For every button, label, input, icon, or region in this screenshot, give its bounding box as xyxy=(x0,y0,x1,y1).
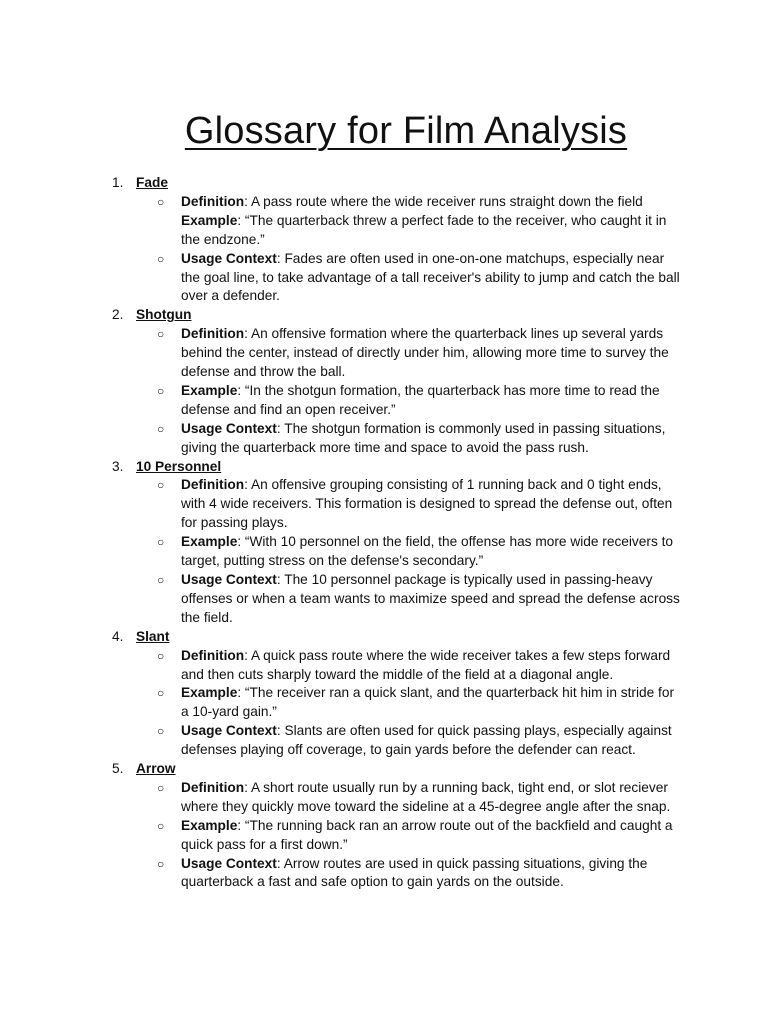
detail-label: Usage Context xyxy=(181,571,277,587)
detail-label: Usage Context xyxy=(181,250,277,266)
detail-label: Usage Context xyxy=(181,420,277,436)
detail-label: Example xyxy=(181,212,238,228)
detail-text: : “In the shotgun formation, the quarterback has more time to read the defense and find an open receiver.” xyxy=(181,382,660,417)
glossary-term xyxy=(0,458,768,628)
bullet-circle-icon: ○ xyxy=(157,648,165,663)
term-detail xyxy=(0,193,681,250)
term-detail xyxy=(0,647,681,685)
term-detail xyxy=(0,817,681,855)
bullet-circle-icon: ○ xyxy=(157,686,165,701)
term-heading xyxy=(0,306,768,325)
detail-text: : An offensive grouping consisting of 1 running back and 0 tight ends, with 4 wide receivers. This formation is designed to spread the defense out, often for passing plays. xyxy=(181,477,673,531)
detail-label: Definition xyxy=(181,326,245,342)
detail-label: Example xyxy=(181,685,238,701)
detail-text: : Arrow routes are used in quick passing situations, giving the quarterback a fast and safe option to gain yards on the outside. xyxy=(181,855,648,890)
detail-label: Definition xyxy=(181,779,245,795)
term-detail xyxy=(0,855,681,893)
bullet-circle-icon: ○ xyxy=(157,421,165,436)
bullet-circle-icon: ○ xyxy=(157,818,165,833)
bullet-circle-icon: ○ xyxy=(157,780,165,795)
detail-text: : “The receiver ran a quick slant, and the quarterback hit him in stride for a 10-yard gain.” xyxy=(181,685,674,720)
term-name: Shotgun xyxy=(136,307,192,323)
term-detail xyxy=(0,476,681,533)
detail-label: Example xyxy=(181,817,238,833)
detail-text: : The shotgun formation is commonly used in passing situations, giving the quarterback more time and space to avoid the pass rush. xyxy=(181,420,666,455)
term-detail xyxy=(0,571,681,628)
term-details xyxy=(0,779,768,892)
detail-text: : “With 10 personnel on the field, the offense has more wide receivers to target, putting stress on the defense's secondary.” xyxy=(181,534,674,569)
term-heading xyxy=(0,458,768,477)
glossary-term xyxy=(0,306,768,457)
detail-text: : A quick pass route where the wide receiver takes a few steps forward and then cuts sharply toward the middle of the field at a diagonal angle. xyxy=(181,647,671,682)
detail-label: Definition xyxy=(181,193,245,209)
bullet-circle-icon: ○ xyxy=(157,251,165,266)
term-details xyxy=(0,325,768,457)
term-number: 2. xyxy=(112,307,124,323)
bullet-circle-icon: ○ xyxy=(157,572,165,587)
detail-text: : A short route usually run by a running back, tight end, or slot reciever where they quickly move toward the sideline at a 45-degree angle after the snap. xyxy=(181,779,671,814)
detail-label: Usage Context xyxy=(181,723,277,739)
bullet-circle-icon: ○ xyxy=(157,383,165,398)
glossary-term xyxy=(0,760,768,892)
term-name: Fade xyxy=(136,175,168,190)
detail-text: : “The quarterback threw a perfect fade to the receiver, who caught it in the endzone.” xyxy=(181,212,667,247)
detail-text: : Slants are often used for quick passing plays, especially against defenses playing off coverage, to gain yards before the defender can react. xyxy=(181,723,672,758)
detail-label: Definition xyxy=(181,647,245,663)
term-detail xyxy=(0,420,681,458)
glossary-term xyxy=(0,628,768,760)
term-number: 4. xyxy=(112,628,124,644)
term-detail xyxy=(0,779,681,817)
bullet-circle-icon: ○ xyxy=(157,478,165,493)
term-detail xyxy=(0,533,681,571)
term-detail xyxy=(0,325,681,382)
term-number: 1. xyxy=(112,175,124,190)
detail-label: Usage Context xyxy=(181,855,277,871)
detail-text: : Fades are often used in one-on-one matchups, especially near the goal line, to take advantage of a tall receiver's ability to jump and catch the ball over a defender. xyxy=(181,250,680,304)
term-number: 5. xyxy=(112,761,124,777)
term-name: Slant xyxy=(136,628,170,644)
term-details xyxy=(0,476,768,627)
detail-text: : A pass route where the wide receiver runs straight down the field xyxy=(244,193,643,209)
glossary-list xyxy=(0,174,768,892)
term-detail xyxy=(0,684,681,722)
detail-label: Definition xyxy=(181,477,245,493)
detail-label: Example xyxy=(181,382,238,398)
term-detail xyxy=(0,382,681,420)
term-detail xyxy=(0,722,681,760)
glossary-term xyxy=(0,174,768,306)
term-detail xyxy=(0,250,681,307)
bullet-circle-icon: ○ xyxy=(157,856,165,871)
bullet-circle-icon: ○ xyxy=(157,724,165,739)
page-title: Glossary for Film Analysis xyxy=(184,110,628,152)
term-name: Arrow xyxy=(136,761,176,777)
term-details xyxy=(0,193,768,306)
bullet-circle-icon: ○ xyxy=(157,327,165,342)
detail-text: : The 10 personnel package is typically used in passing-heavy offenses or when a team wants to maximize speed and spread the defense across the field. xyxy=(181,571,680,625)
detail-label: Example xyxy=(181,534,238,550)
term-details xyxy=(0,647,768,760)
bullet-circle-icon: ○ xyxy=(157,535,165,550)
detail-text: : “The running back ran an arrow route out of the backfield and caught a quick pass for a first down.” xyxy=(181,817,673,852)
bullet-circle-icon: ○ xyxy=(157,194,165,209)
detail-text: : An offensive formation where the quarterback lines up several yards behind the center, instead of directly under him, allowing more time to survey the defense and throw the ball. xyxy=(181,326,669,380)
term-heading xyxy=(0,760,768,779)
term-heading xyxy=(0,174,768,193)
term-heading xyxy=(0,628,768,647)
term-name: 10 Personnel xyxy=(136,458,222,474)
term-number: 3. xyxy=(112,458,124,474)
